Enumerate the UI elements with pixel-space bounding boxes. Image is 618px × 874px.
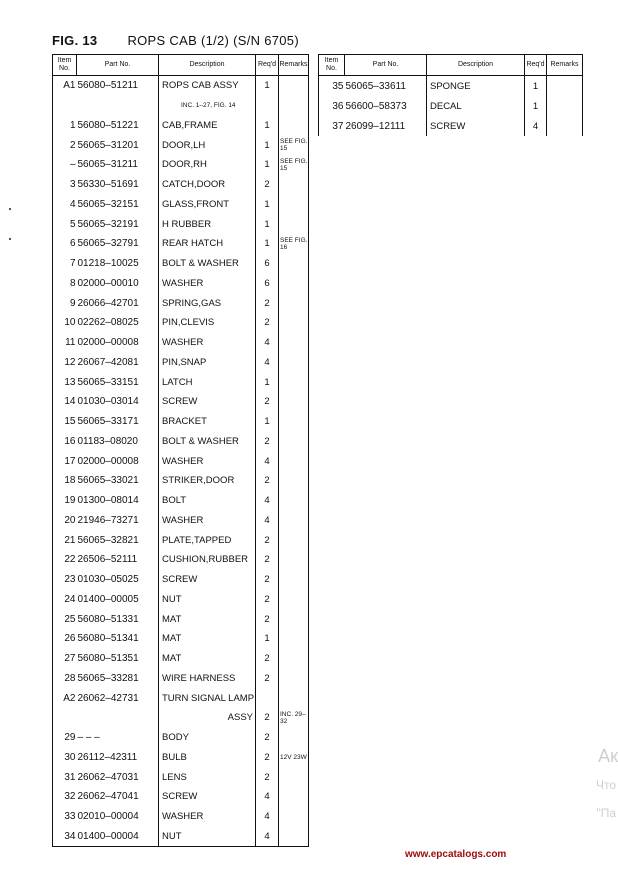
- reqd-cell: 4: [256, 807, 279, 827]
- part-no-cell: 01030–05025: [77, 570, 159, 590]
- remarks-cell: [547, 76, 583, 97]
- table-row: [53, 392, 309, 412]
- remarks-cell: [279, 214, 309, 234]
- description-cell: DOOR,RH: [159, 155, 256, 175]
- item-no-cell: 23: [64, 574, 76, 586]
- reqd-cell: 2: [256, 708, 279, 728]
- figure-title: [52, 33, 299, 48]
- remarks-cell: SEE FIG. 15: [280, 138, 308, 153]
- reqd-cell: 1: [256, 116, 279, 136]
- item-no-cell: 22: [64, 554, 76, 566]
- item-no-cell: 10: [64, 317, 76, 329]
- description-cell: INC. 1–27, FIG. 14: [159, 96, 256, 116]
- item-no-cell: 3: [69, 179, 76, 191]
- item-no-cell: 4: [69, 198, 76, 210]
- scan-speck: [9, 238, 11, 240]
- table-row: [53, 688, 309, 708]
- description-cell: CATCH,DOOR: [159, 175, 256, 195]
- table-row: [53, 254, 309, 274]
- part-no-cell: 56065–33281: [77, 669, 159, 689]
- remarks-cell: [279, 807, 309, 827]
- reqd-cell: 4: [256, 511, 279, 531]
- remarks-cell: [279, 767, 309, 787]
- table-row: [53, 313, 309, 333]
- table-row: [53, 432, 309, 452]
- remarks-cell: [279, 333, 309, 353]
- description-cell: SCREW: [427, 116, 525, 136]
- item-no-cell: 37: [332, 120, 344, 132]
- col-remarks: Remarks: [279, 55, 309, 76]
- table-row: [53, 728, 309, 748]
- item-no-cell: 24: [64, 593, 76, 605]
- table-row: [53, 135, 309, 155]
- item-no-cell: 27: [64, 653, 76, 665]
- reqd-cell: 4: [256, 353, 279, 373]
- description-cell: MAT: [159, 629, 256, 649]
- part-no-cell: – – –: [77, 728, 159, 748]
- item-no-cell: 16: [64, 435, 76, 447]
- remarks-cell: [279, 353, 309, 373]
- table-row: [53, 155, 309, 175]
- table-row: [53, 76, 309, 96]
- remarks-cell: [279, 550, 309, 570]
- figure-caption: ROPS CAB (1/2) (S/N 6705): [127, 33, 299, 48]
- side-ghost-text: Что: [595, 778, 616, 792]
- remarks-cell: [279, 76, 309, 96]
- remarks-cell: [279, 392, 309, 412]
- part-no-cell: 26062–47031: [77, 767, 159, 787]
- description-cell: ASSY: [159, 708, 256, 728]
- table-row: [53, 550, 309, 570]
- item-no-cell: –: [69, 159, 76, 171]
- description-cell: SPRING,GAS: [159, 293, 256, 313]
- remarks-cell: [279, 511, 309, 531]
- reqd-cell: 4: [256, 787, 279, 807]
- reqd-cell: 1: [256, 195, 279, 215]
- item-no-cell: 32: [64, 791, 76, 803]
- col-reqd: Req'd: [525, 55, 547, 76]
- reqd-cell: 1: [256, 412, 279, 432]
- col-description: Description: [427, 55, 525, 76]
- remarks-cell: [279, 254, 309, 274]
- description-cell: SCREW: [159, 787, 256, 807]
- description-cell: ROPS CAB ASSY: [159, 76, 256, 96]
- part-no-cell: 26506–52111: [77, 550, 159, 570]
- part-no-cell: 56065–33151: [77, 372, 159, 392]
- remarks-cell: INC. 29–32: [280, 710, 306, 725]
- table-row: [53, 530, 309, 550]
- table-row: [53, 333, 309, 353]
- reqd-cell: 1: [256, 76, 279, 96]
- col-item-no: Item No.: [319, 55, 345, 76]
- remarks-cell: [547, 96, 583, 116]
- table-row: [53, 293, 309, 313]
- description-cell: BODY: [159, 728, 256, 748]
- part-no-cell: 56065–33171: [77, 412, 159, 432]
- reqd-cell: 2: [256, 748, 279, 768]
- reqd-cell: 2: [256, 669, 279, 689]
- col-item-no: Item No.: [53, 55, 77, 76]
- remarks-cell: 12V 23W: [280, 753, 307, 761]
- description-cell: DECAL: [427, 96, 525, 116]
- description-cell: STRIKER,DOOR: [159, 471, 256, 491]
- description-cell: NUT: [159, 827, 256, 847]
- part-no-cell: 56065–32151: [77, 195, 159, 215]
- reqd-cell: 6: [256, 254, 279, 274]
- reqd-cell: 2: [256, 471, 279, 491]
- table-row: [53, 807, 309, 827]
- description-cell: CUSHION,RUBBER: [159, 550, 256, 570]
- table-header-row: [319, 55, 583, 76]
- item-no-cell: 6: [69, 238, 76, 250]
- col-part-no: Part No.: [345, 55, 427, 76]
- item-no-cell: 36: [332, 100, 344, 112]
- table-row: [53, 96, 309, 116]
- figure-number: FIG. 13: [52, 33, 98, 48]
- remarks-cell: [279, 827, 309, 847]
- table-row: [53, 214, 309, 234]
- table-row: [53, 649, 309, 669]
- item-no-cell: 31: [64, 771, 76, 783]
- part-no-cell: 01400–00004: [77, 827, 159, 847]
- reqd-cell: 2: [256, 175, 279, 195]
- remarks-cell: [279, 293, 309, 313]
- part-no-cell: 01300–08014: [77, 491, 159, 511]
- description-cell: NUT: [159, 590, 256, 610]
- description-cell: LATCH: [159, 372, 256, 392]
- item-no-cell: 8: [69, 277, 76, 289]
- reqd-cell: 1: [256, 135, 279, 155]
- part-no-cell: 21946–73271: [77, 511, 159, 531]
- description-cell: SCREW: [159, 570, 256, 590]
- watermark-link[interactable]: www.epcatalogs.com: [405, 849, 507, 860]
- part-no-cell: [77, 96, 159, 116]
- remarks-cell: SEE FIG. 15: [280, 157, 308, 172]
- table-row: [53, 234, 309, 254]
- remarks-cell: [279, 530, 309, 550]
- reqd-cell: 2: [256, 609, 279, 629]
- side-ghost-text: Ак: [598, 746, 618, 766]
- part-no-cell: 56330–51691: [77, 175, 159, 195]
- remarks-cell: [279, 728, 309, 748]
- remarks-cell: [279, 432, 309, 452]
- reqd-cell: 1: [525, 96, 547, 116]
- remarks-cell: [279, 649, 309, 669]
- part-no-cell: 56065–31201: [77, 135, 159, 155]
- part-no-cell: 26066–42701: [77, 293, 159, 313]
- part-no-cell: 56065–31211: [77, 155, 159, 175]
- item-no-cell: 14: [64, 396, 76, 408]
- description-cell: PLATE,TAPPED: [159, 530, 256, 550]
- part-no-cell: 02000–00008: [77, 451, 159, 471]
- item-no-cell: 26: [64, 633, 76, 645]
- table-row: [53, 451, 309, 471]
- item-no-cell: 25: [64, 613, 76, 625]
- item-no-cell: 1: [69, 119, 76, 131]
- part-no-cell: 02010–00004: [77, 807, 159, 827]
- reqd-cell: 2: [256, 530, 279, 550]
- table-row: [53, 629, 309, 649]
- remarks-cell: [279, 471, 309, 491]
- item-no-cell: 30: [64, 751, 76, 763]
- table-row: [53, 669, 309, 689]
- table-row: [53, 195, 309, 215]
- description-cell: TURN SIGNAL LAMP: [159, 688, 256, 708]
- table-row: [53, 353, 309, 373]
- remarks-cell: SEE FIG. 16: [280, 236, 308, 251]
- part-no-cell: 56065–33021: [77, 471, 159, 491]
- item-no-cell: 29: [64, 732, 76, 744]
- side-ghost-text: "Па: [596, 806, 616, 820]
- item-no-cell: 13: [64, 376, 76, 388]
- reqd-cell: 2: [256, 570, 279, 590]
- table-row: [53, 471, 309, 491]
- reqd-cell: 4: [256, 827, 279, 847]
- description-cell: SCREW: [159, 392, 256, 412]
- item-no-cell: 21: [64, 534, 76, 546]
- remarks-cell: [279, 590, 309, 610]
- part-no-cell: 02262–08025: [77, 313, 159, 333]
- reqd-cell: 4: [256, 333, 279, 353]
- table-header-row: [53, 55, 309, 76]
- part-no-cell: 01400–00005: [77, 590, 159, 610]
- description-cell: PIN,SNAP: [159, 353, 256, 373]
- item-no-cell: 5: [69, 218, 76, 230]
- table-row: [53, 708, 309, 728]
- reqd-cell: 1: [256, 629, 279, 649]
- table-row: [319, 76, 583, 97]
- remarks-cell: [279, 195, 309, 215]
- reqd-cell: 4: [256, 451, 279, 471]
- description-cell: BOLT: [159, 491, 256, 511]
- parts-table-left: [52, 54, 309, 847]
- remarks-cell: [279, 570, 309, 590]
- reqd-cell: 2: [256, 649, 279, 669]
- reqd-cell: 2: [256, 767, 279, 787]
- table-row: [53, 412, 309, 432]
- table-row: [53, 175, 309, 195]
- description-cell: WIRE HARNESS: [159, 669, 256, 689]
- parts-table-right-body: [319, 76, 583, 137]
- part-no-cell: 26062–47041: [77, 787, 159, 807]
- reqd-cell: 2: [256, 313, 279, 333]
- reqd-cell: 4: [256, 491, 279, 511]
- part-no-cell: 01030–03014: [77, 392, 159, 412]
- part-no-cell: 02000–00008: [77, 333, 159, 353]
- parts-table-left-body: [53, 76, 309, 847]
- table-row: [53, 787, 309, 807]
- description-cell: DOOR,LH: [159, 135, 256, 155]
- remarks-cell: [279, 96, 309, 116]
- description-cell: LENS: [159, 767, 256, 787]
- reqd-cell: 6: [256, 274, 279, 294]
- remarks-cell: [279, 274, 309, 294]
- item-no-cell: 18: [64, 475, 76, 487]
- remarks-cell: [279, 372, 309, 392]
- description-cell: MAT: [159, 609, 256, 629]
- description-cell: MAT: [159, 649, 256, 669]
- reqd-cell: [256, 688, 279, 708]
- table-row: [53, 116, 309, 136]
- description-cell: WASHER: [159, 511, 256, 531]
- reqd-cell: 2: [256, 293, 279, 313]
- item-no-cell: 7: [69, 258, 76, 270]
- item-no-cell: A1: [63, 80, 76, 92]
- table-row: [53, 570, 309, 590]
- reqd-cell: 2: [256, 590, 279, 610]
- reqd-cell: 1: [256, 234, 279, 254]
- table-row: [53, 372, 309, 392]
- col-reqd: Req'd: [256, 55, 279, 76]
- table-row: [53, 511, 309, 531]
- part-no-cell: 26067–42081: [77, 353, 159, 373]
- reqd-cell: 2: [256, 728, 279, 748]
- description-cell: WASHER: [159, 451, 256, 471]
- reqd-cell: 2: [256, 392, 279, 412]
- part-no-cell: 56065–33611: [345, 76, 427, 97]
- item-no-cell: 19: [64, 495, 76, 507]
- part-no-cell: 56080–51331: [77, 609, 159, 629]
- part-no-cell: 56065–32791: [77, 234, 159, 254]
- description-cell: SPONGE: [427, 76, 525, 97]
- part-no-cell: 56080–51211: [77, 76, 159, 96]
- part-no-cell: [77, 708, 159, 728]
- part-no-cell: 26112–42311: [77, 748, 159, 768]
- remarks-cell: [279, 412, 309, 432]
- item-no-cell: 12: [64, 356, 76, 368]
- item-no-cell: 15: [64, 416, 76, 428]
- table-row: [53, 590, 309, 610]
- description-cell: REAR HATCH: [159, 234, 256, 254]
- item-no-cell: 20: [64, 514, 76, 526]
- table-row: [53, 491, 309, 511]
- reqd-cell: 1: [256, 214, 279, 234]
- part-no-cell: 56600–58373: [345, 96, 427, 116]
- col-part-no: Part No.: [77, 55, 159, 76]
- remarks-cell: [279, 175, 309, 195]
- description-cell: BOLT & WASHER: [159, 254, 256, 274]
- reqd-cell: [256, 96, 279, 116]
- description-cell: WASHER: [159, 274, 256, 294]
- table-row: [319, 96, 583, 116]
- reqd-cell: 1: [256, 372, 279, 392]
- description-cell: BOLT & WASHER: [159, 432, 256, 452]
- part-no-cell: 56080–51221: [77, 116, 159, 136]
- item-no-cell: 17: [64, 455, 76, 467]
- reqd-cell: 1: [525, 76, 547, 97]
- reqd-cell: 2: [256, 550, 279, 570]
- part-no-cell: 02000–00010: [77, 274, 159, 294]
- reqd-cell: 1: [256, 155, 279, 175]
- description-cell: WASHER: [159, 333, 256, 353]
- description-cell: GLASS,FRONT: [159, 195, 256, 215]
- table-row: [53, 827, 309, 847]
- description-cell: CAB,FRAME: [159, 116, 256, 136]
- item-no-cell: [53, 96, 77, 116]
- part-no-cell: 01183–08020: [77, 432, 159, 452]
- part-no-cell: 01218–10025: [77, 254, 159, 274]
- remarks-cell: [279, 491, 309, 511]
- col-remarks: Remarks: [547, 55, 583, 76]
- remarks-cell: [279, 609, 309, 629]
- remarks-cell: [279, 688, 309, 708]
- remarks-cell: [279, 629, 309, 649]
- description-cell: BULB: [159, 748, 256, 768]
- reqd-cell: 2: [256, 432, 279, 452]
- table-row: [53, 609, 309, 629]
- scan-speck: [9, 208, 11, 210]
- remarks-cell: [547, 116, 583, 136]
- remarks-cell: [279, 787, 309, 807]
- description-cell: PIN,CLEVIS: [159, 313, 256, 333]
- description-cell: BRACKET: [159, 412, 256, 432]
- description-cell: WASHER: [159, 807, 256, 827]
- reqd-cell: 4: [525, 116, 547, 136]
- item-no-cell: 2: [69, 139, 76, 151]
- table-row: [319, 116, 583, 136]
- part-no-cell: 56065–32191: [77, 214, 159, 234]
- item-no-cell: 34: [64, 830, 76, 842]
- table-row: [53, 274, 309, 294]
- part-no-cell: 56080–51341: [77, 629, 159, 649]
- remarks-cell: [279, 116, 309, 136]
- part-no-cell: 56080–51351: [77, 649, 159, 669]
- item-no-cell: 9: [69, 297, 76, 309]
- remarks-cell: [279, 669, 309, 689]
- col-description: Description: [159, 55, 256, 76]
- part-no-cell: 56065–32821: [77, 530, 159, 550]
- remarks-cell: [279, 313, 309, 333]
- item-no-cell: 28: [64, 672, 76, 684]
- item-no-cell: 33: [64, 811, 76, 823]
- part-no-cell: 26099–12111: [345, 116, 427, 136]
- item-no-cell: A2: [63, 692, 76, 704]
- item-no-cell: 35: [332, 80, 344, 92]
- table-row: [53, 748, 309, 768]
- parts-table-right: [318, 54, 583, 136]
- table-row: [53, 767, 309, 787]
- description-cell: H RUBBER: [159, 214, 256, 234]
- remarks-cell: [279, 451, 309, 471]
- item-no-cell: [53, 708, 77, 728]
- item-no-cell: 11: [65, 337, 76, 349]
- part-no-cell: 26062–42731: [77, 688, 159, 708]
